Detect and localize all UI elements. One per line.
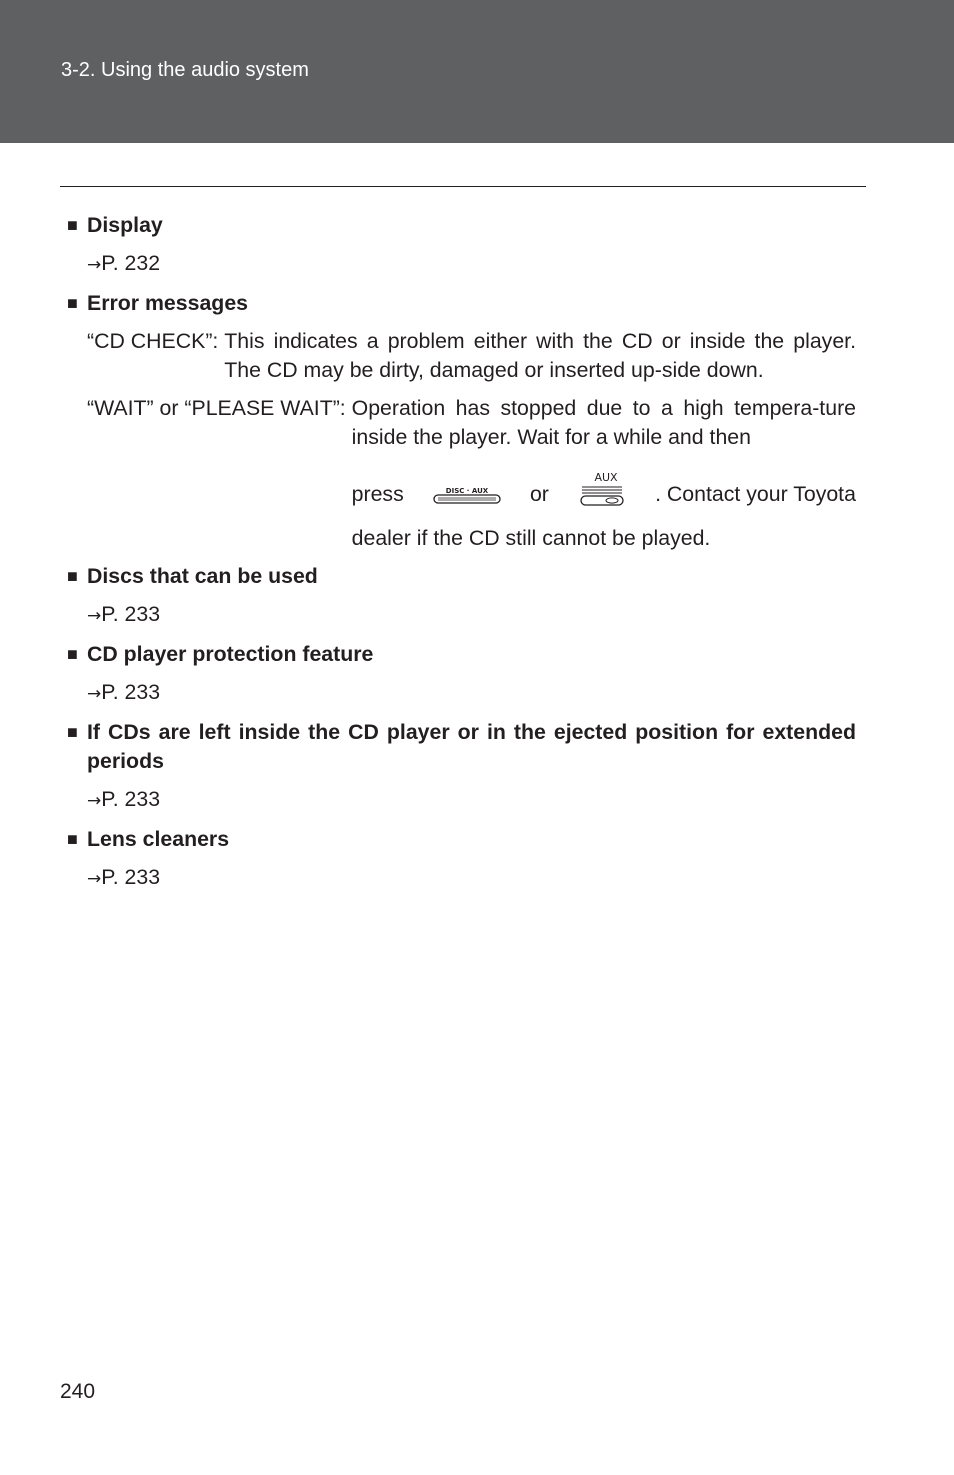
contact-text: . Contact your Toyota xyxy=(655,482,856,506)
heading-text: If CDs are left inside the CD player or in the ejected position for extended periods xyxy=(87,720,856,773)
error-description-text-2: dealer if the CD still cannot be played. xyxy=(351,526,711,550)
arrow-right-icon: → xyxy=(87,791,102,811)
section-title: 3-2. Using the audio system xyxy=(61,59,309,81)
disc-aux-button-icon xyxy=(433,483,501,509)
page-reference[interactable]: →P. 232 xyxy=(87,251,161,275)
arrow-right-icon: → xyxy=(87,255,102,275)
heading-display xyxy=(67,211,856,240)
error-term: “WAIT” or “PLEASE WAIT”: xyxy=(87,396,352,420)
arrow-right-icon: → xyxy=(87,869,102,889)
heading-discs xyxy=(67,562,856,591)
arrow-right-icon: → xyxy=(87,684,102,704)
page-reference[interactable]: →P. 233 xyxy=(87,602,161,626)
or-word: or xyxy=(529,482,549,506)
aux-button-icon xyxy=(578,469,626,509)
press-instruction xyxy=(352,469,856,509)
heading-text: Display xyxy=(87,213,163,237)
heading-text: Error messages xyxy=(87,291,249,315)
error-term: “CD CHECK”: xyxy=(87,329,225,353)
page-reference[interactable]: →P. 233 xyxy=(87,680,161,704)
heading-protection xyxy=(67,640,856,669)
page-number: 240 xyxy=(60,1380,96,1403)
press-word: press xyxy=(351,482,404,506)
header-band xyxy=(0,0,954,143)
error-description xyxy=(352,394,856,553)
square-bullet-icon: ■ xyxy=(67,829,78,849)
top-rule xyxy=(60,186,866,187)
square-bullet-icon: ■ xyxy=(67,722,78,742)
heading-text: CD player protection feature xyxy=(87,642,374,666)
square-bullet-icon: ■ xyxy=(67,293,78,313)
heading-lens-cleaners xyxy=(67,825,856,854)
error-cd-check xyxy=(67,327,856,385)
error-description: This indicates a problem either with the CD or inside the player. The CD may be dirty, damaged or inserted up-side down. xyxy=(224,329,856,382)
page-reference[interactable]: →P. 233 xyxy=(87,865,161,889)
disc-aux-button-label: DISC · AUX xyxy=(445,487,489,495)
arrow-right-icon: → xyxy=(87,606,102,626)
aux-button-label: AUX xyxy=(594,471,618,484)
heading-text: Lens cleaners xyxy=(87,827,230,851)
square-bullet-icon: ■ xyxy=(67,215,78,235)
heading-text: Discs that can be used xyxy=(87,564,318,588)
square-bullet-icon: ■ xyxy=(67,566,78,586)
square-bullet-icon: ■ xyxy=(67,644,78,664)
heading-left-inside xyxy=(67,718,856,776)
error-description-text: Operation has stopped due to a high tempera-ture inside the player. Wait for a while and then xyxy=(351,396,856,449)
content xyxy=(67,211,856,903)
error-wait xyxy=(67,394,856,553)
heading-error-messages xyxy=(67,289,856,318)
page-reference[interactable]: →P. 233 xyxy=(87,787,161,811)
